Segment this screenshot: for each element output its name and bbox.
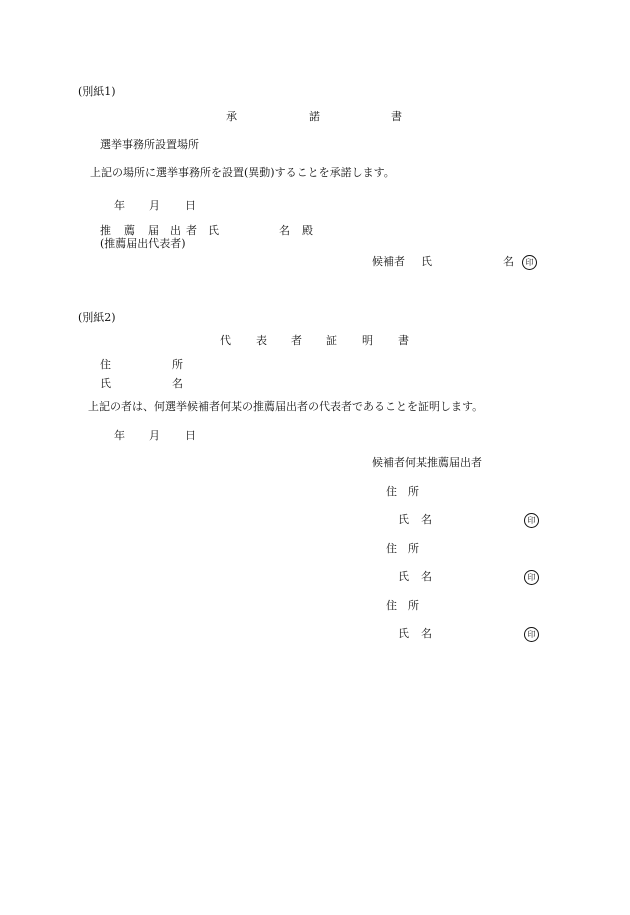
signer-name-label: 名 xyxy=(421,513,432,526)
recommender-char: 出 xyxy=(170,224,181,237)
title-char: 表 xyxy=(256,334,267,347)
title-char: 明 xyxy=(362,334,373,347)
date-day: 日 xyxy=(185,429,196,442)
seal-mark: 印 xyxy=(524,570,539,585)
name-label: 氏 xyxy=(100,377,111,390)
candidate-label: 氏 xyxy=(421,255,432,268)
candidate-label: 候補者 xyxy=(372,255,405,268)
attachment-2-label: (別紙2) xyxy=(78,311,116,324)
title-char: 書 xyxy=(398,334,409,347)
certificate-statement: 上記の者は、何選挙候補者何某の推薦届出者の代表者であることを証明します。 xyxy=(88,400,484,413)
title-char: 者 xyxy=(291,334,302,347)
signer-address-label: 所 xyxy=(408,599,419,612)
candidate-label: 名 xyxy=(503,255,514,268)
signer-name-label: 氏 xyxy=(398,570,409,583)
seal-mark: 印 xyxy=(522,255,537,270)
consent-statement: 上記の場所に選挙事務所を設置(異動)することを承諾します。 xyxy=(90,166,395,179)
address-label: 住 xyxy=(100,358,111,371)
recommender-char: 届 xyxy=(148,224,159,237)
title-char: 承 xyxy=(226,110,237,123)
signer-name-label: 名 xyxy=(421,570,432,583)
signer-name-label: 氏 xyxy=(398,627,409,640)
office-location-label: 選挙事務所設置場所 xyxy=(100,138,199,151)
signer-address-label: 住 xyxy=(386,485,397,498)
attachment-1-label: (別紙1) xyxy=(78,85,116,98)
recommender-char: 薦 xyxy=(124,224,135,237)
date-year: 年 xyxy=(114,199,125,212)
recommender-char: 者 xyxy=(186,224,197,237)
recommender-char: 氏 xyxy=(208,224,219,237)
address-label: 所 xyxy=(172,358,183,371)
signer-address-label: 所 xyxy=(408,542,419,555)
representative-label: (推薦届出代表者) xyxy=(100,237,186,250)
title-char: 書 xyxy=(391,110,402,123)
title-char: 証 xyxy=(326,334,337,347)
recommender-honorific: 殿 xyxy=(302,224,313,237)
signer-name-label: 氏 xyxy=(398,513,409,526)
date-day: 日 xyxy=(185,199,196,212)
title-char: 代 xyxy=(220,334,231,347)
signer-address-label: 住 xyxy=(386,599,397,612)
date-month: 月 xyxy=(149,429,160,442)
signer-address-label: 住 xyxy=(386,542,397,555)
seal-mark: 印 xyxy=(524,513,539,528)
recommender-char: 推 xyxy=(100,224,111,237)
signer-name-label: 名 xyxy=(421,627,432,640)
name-label: 名 xyxy=(172,377,183,390)
seal-mark: 印 xyxy=(524,627,539,642)
date-year: 年 xyxy=(114,429,125,442)
date-month: 月 xyxy=(149,199,160,212)
recommenders-heading: 候補者何某推薦届出者 xyxy=(372,456,482,469)
recommender-char: 名 xyxy=(279,224,290,237)
signer-address-label: 所 xyxy=(408,485,419,498)
title-char: 諾 xyxy=(309,110,320,123)
